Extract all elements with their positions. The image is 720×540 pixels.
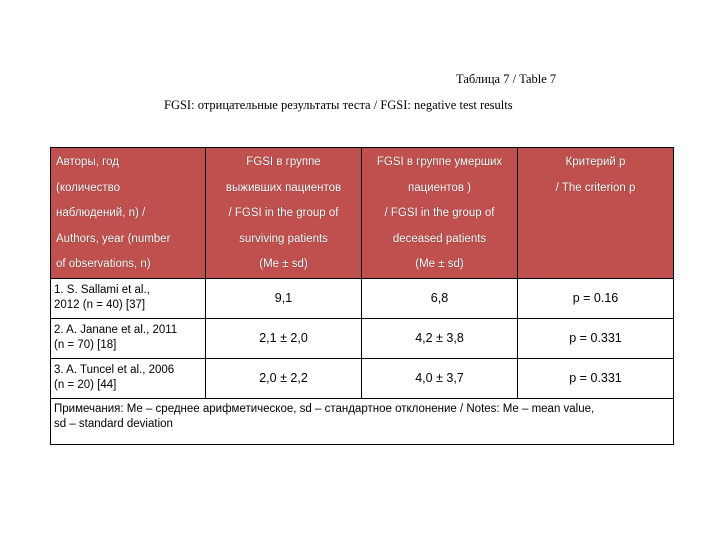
row-author-cell: [51, 278, 206, 318]
row-deceased-value: 4,0 ± 3,7: [362, 358, 518, 398]
row-author-cell: [51, 318, 206, 358]
header-criterion: [518, 148, 674, 279]
row-author-cell: [51, 358, 206, 398]
table-title: FGSI: отрицательные результаты теста / FGSI: negative test results: [164, 98, 513, 112]
header-authors: [51, 148, 206, 279]
row-author-line: 2. A. Janane et al., 2011: [54, 324, 178, 336]
header-authors-line: наблюдений, n) /: [56, 207, 146, 219]
header-deceased-line: / FGSI in the group of: [384, 207, 495, 219]
row-survivors-value: 2,0 ± 2,2: [206, 358, 362, 398]
header-criterion-line: Критерий р: [565, 156, 626, 168]
header-survivors-line: FGSI в группе: [246, 156, 321, 168]
header-survivors-line: (Me ± sd): [259, 258, 308, 270]
row-survivors-value: 9,1: [206, 278, 362, 318]
row-author-line: (n = 20) [44]: [54, 379, 117, 391]
notes-cell: [51, 398, 674, 444]
table-row: [51, 318, 674, 358]
row-author-line: 1. S. Sallami et al.,: [54, 284, 150, 296]
notes-line: Примечания: Me – среднее арифметическое, sd – стандартное отклонение / Notes: Me – mean value,: [54, 402, 595, 415]
row-deceased-value: 6,8: [362, 278, 518, 318]
table-header-row: [51, 148, 674, 279]
results-table: [50, 147, 674, 445]
header-criterion-line: / The criterion p: [555, 181, 636, 194]
header-deceased-line: FGSI в группе умерших: [376, 156, 503, 168]
table-number-caption: Таблица 7 / Table 7: [456, 72, 557, 86]
header-authors-line: Авторы, год: [56, 156, 119, 168]
table-row: [51, 358, 674, 398]
header-deceased-line: (Me ± sd): [415, 258, 464, 270]
row-p-value: p = 0.16: [518, 278, 674, 318]
row-p-value: p = 0.331: [518, 318, 674, 358]
row-author-line: 2012 (n = 40) [37]: [54, 299, 146, 311]
row-p-value: p = 0.331: [518, 358, 674, 398]
row-author-line: (n = 70) [18]: [54, 339, 117, 351]
row-author-line: 3. A. Tuncel et al., 2006: [54, 364, 175, 376]
row-survivors-value: 2,1 ± 2,0: [206, 318, 362, 358]
header-authors-line: (количество: [56, 181, 121, 194]
header-deceased-line: deceased patients: [392, 232, 487, 245]
header-survivors-line: / FGSI in the group of: [228, 207, 339, 219]
header-authors-line: Authors, year (number: [56, 232, 171, 245]
header-deceased: [362, 148, 518, 279]
notes-line: sd – standard deviation: [54, 417, 173, 430]
notes-row: [51, 398, 674, 444]
row-deceased-value: 4,2 ± 3,8: [362, 318, 518, 358]
table-row: [51, 278, 674, 318]
header-survivors-line: surviving patients: [239, 232, 328, 245]
header-survivors-line: выживших пациентов: [225, 181, 342, 194]
header-authors-line: of observations, n): [56, 258, 151, 270]
header-deceased-line: пациентов ): [407, 181, 472, 194]
header-survivors: [206, 148, 362, 279]
